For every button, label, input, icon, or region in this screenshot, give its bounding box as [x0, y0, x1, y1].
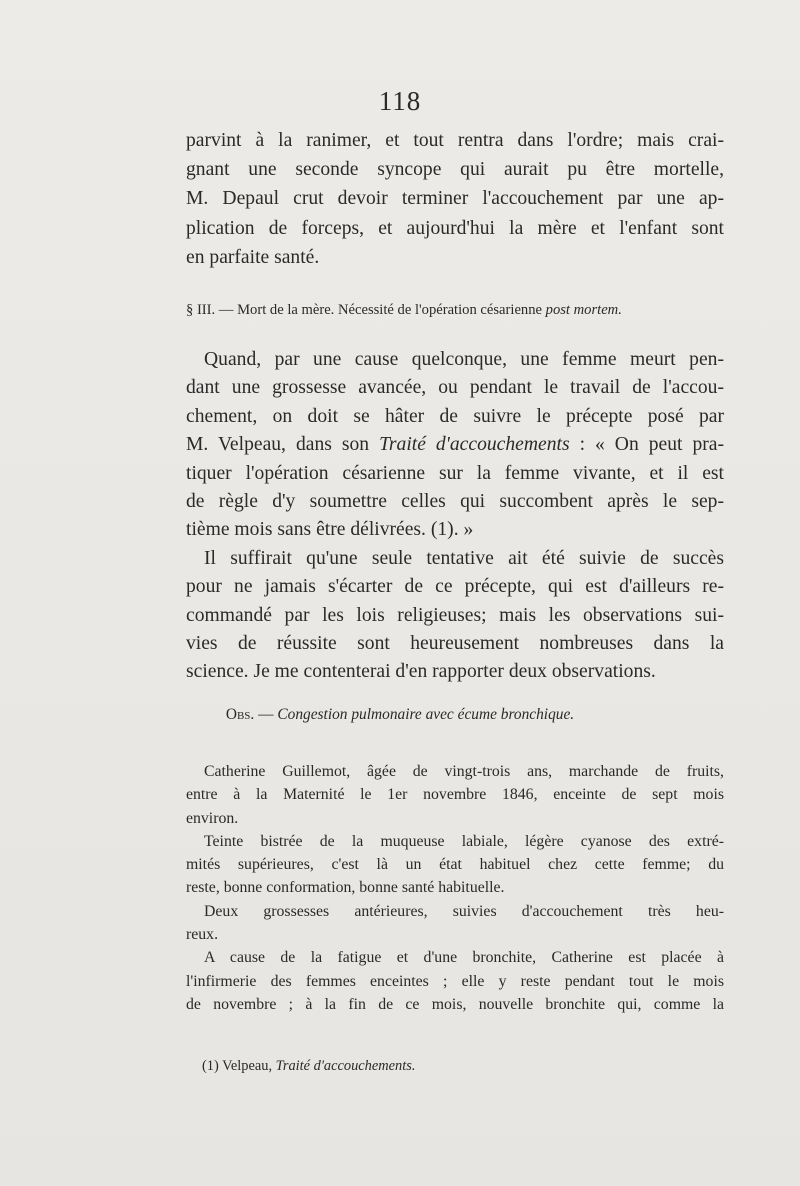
paragraph-velpeau [186, 346, 724, 687]
text-line: gnant une seconde syncope qui aurait pu être mortelle, [186, 159, 724, 181]
section-number: § III. — [186, 302, 234, 318]
text-line: reux. [186, 926, 219, 944]
section-title: Mort de la mère. Nécessité de l'opération césarienne [237, 302, 542, 318]
paragraph-continued [186, 126, 724, 272]
page-number: 118 [378, 86, 422, 116]
text-line: Deux grossesses antérieures, suivies d'accouchement très heu- [204, 902, 724, 920]
text-line: commandé par les lois religieuses; mais les observations sui- [186, 604, 724, 626]
text-line: science. Je me contenterai d'en rapporter deux observations. [186, 661, 656, 683]
text-line: reste, bonne conformation, bonne santé habituelle. [186, 879, 505, 897]
text-line: dant une grossesse avancée, ou pendant le travail de l'accou- [186, 377, 724, 399]
text-line: A cause de la fatigue et d'une bronchite, Catherine est placée à [204, 949, 724, 967]
text-line: Il suffirait qu'une seule tentative ait été suivie de succès [204, 547, 724, 569]
text-line: entre à la Maternité le 1er novembre 1846, enceinte de sept mois [186, 786, 724, 804]
footnote [202, 1058, 415, 1075]
text-line: de novembre ; à la fin de ce mois, nouvelle bronchite qui, comme la [186, 995, 724, 1013]
text-line: plication de forceps, et aujourd'hui la mère et l'enfant sont [186, 217, 724, 239]
text-line: M. Depaul crut devoir terminer l'accouchement par une ap- [186, 188, 724, 210]
footnote-title: Traité d'accouchements. [275, 1058, 416, 1074]
footnote-author: Velpeau, [218, 1058, 276, 1074]
citation-after: : « On peut pra- [569, 434, 724, 456]
text-line: parvint à la ranimer, et tout rentra dans l'ordre; mais crai- [186, 130, 724, 151]
obs-title: Congestion pulmonaire avec écume bronchique. [277, 706, 575, 723]
citation-before: M. Velpeau, dans son [186, 434, 380, 456]
text-line: Quand, par une cause quelconque, une femme meurt pen- [204, 349, 724, 370]
text-line: vies de réussite sont heureusement nombreuses dans la [186, 633, 724, 655]
text-line: l'infirmerie des femmes enceintes ; elle y reste pendant tout le mois [186, 972, 724, 990]
observation-heading [0, 706, 800, 724]
citation-book-title: Traité d'accouchements [379, 434, 570, 456]
obs-dash: — [254, 706, 278, 723]
text-line: chement, on doit se hâter de suivre le précepte posé par [186, 405, 724, 427]
text-line: tiquer l'opération césarienne sur la femme vivante, et il est [186, 462, 724, 484]
text-line: environ. [186, 809, 239, 827]
text-line: pour ne jamais s'écarter de ce précepte, qui est d'ailleurs re- [186, 576, 724, 598]
case-report [186, 760, 724, 1016]
text-line: mités supérieures, c'est là un état habituel chez cette femme; du [186, 856, 724, 874]
section-title-italic: post mortem. [545, 302, 622, 318]
section-heading [186, 302, 724, 319]
text-line: tième mois sans être délivrées. (1). » [186, 519, 474, 541]
footnote-marker: (1) [202, 1058, 219, 1074]
obs-label: Obs. [225, 706, 255, 723]
text-line: Teinte bistrée de la muqueuse labiale, légère cyanose des extré- [204, 832, 724, 850]
text-line-citation [186, 431, 724, 459]
text-line: en parfaite santé. [186, 246, 320, 268]
text-line: Catherine Guillemot, âgée de vingt-trois ans, marchande de fruits, [204, 763, 724, 780]
text-line: de règle d'y soumettre celles qui succombent après le sep- [186, 491, 724, 513]
